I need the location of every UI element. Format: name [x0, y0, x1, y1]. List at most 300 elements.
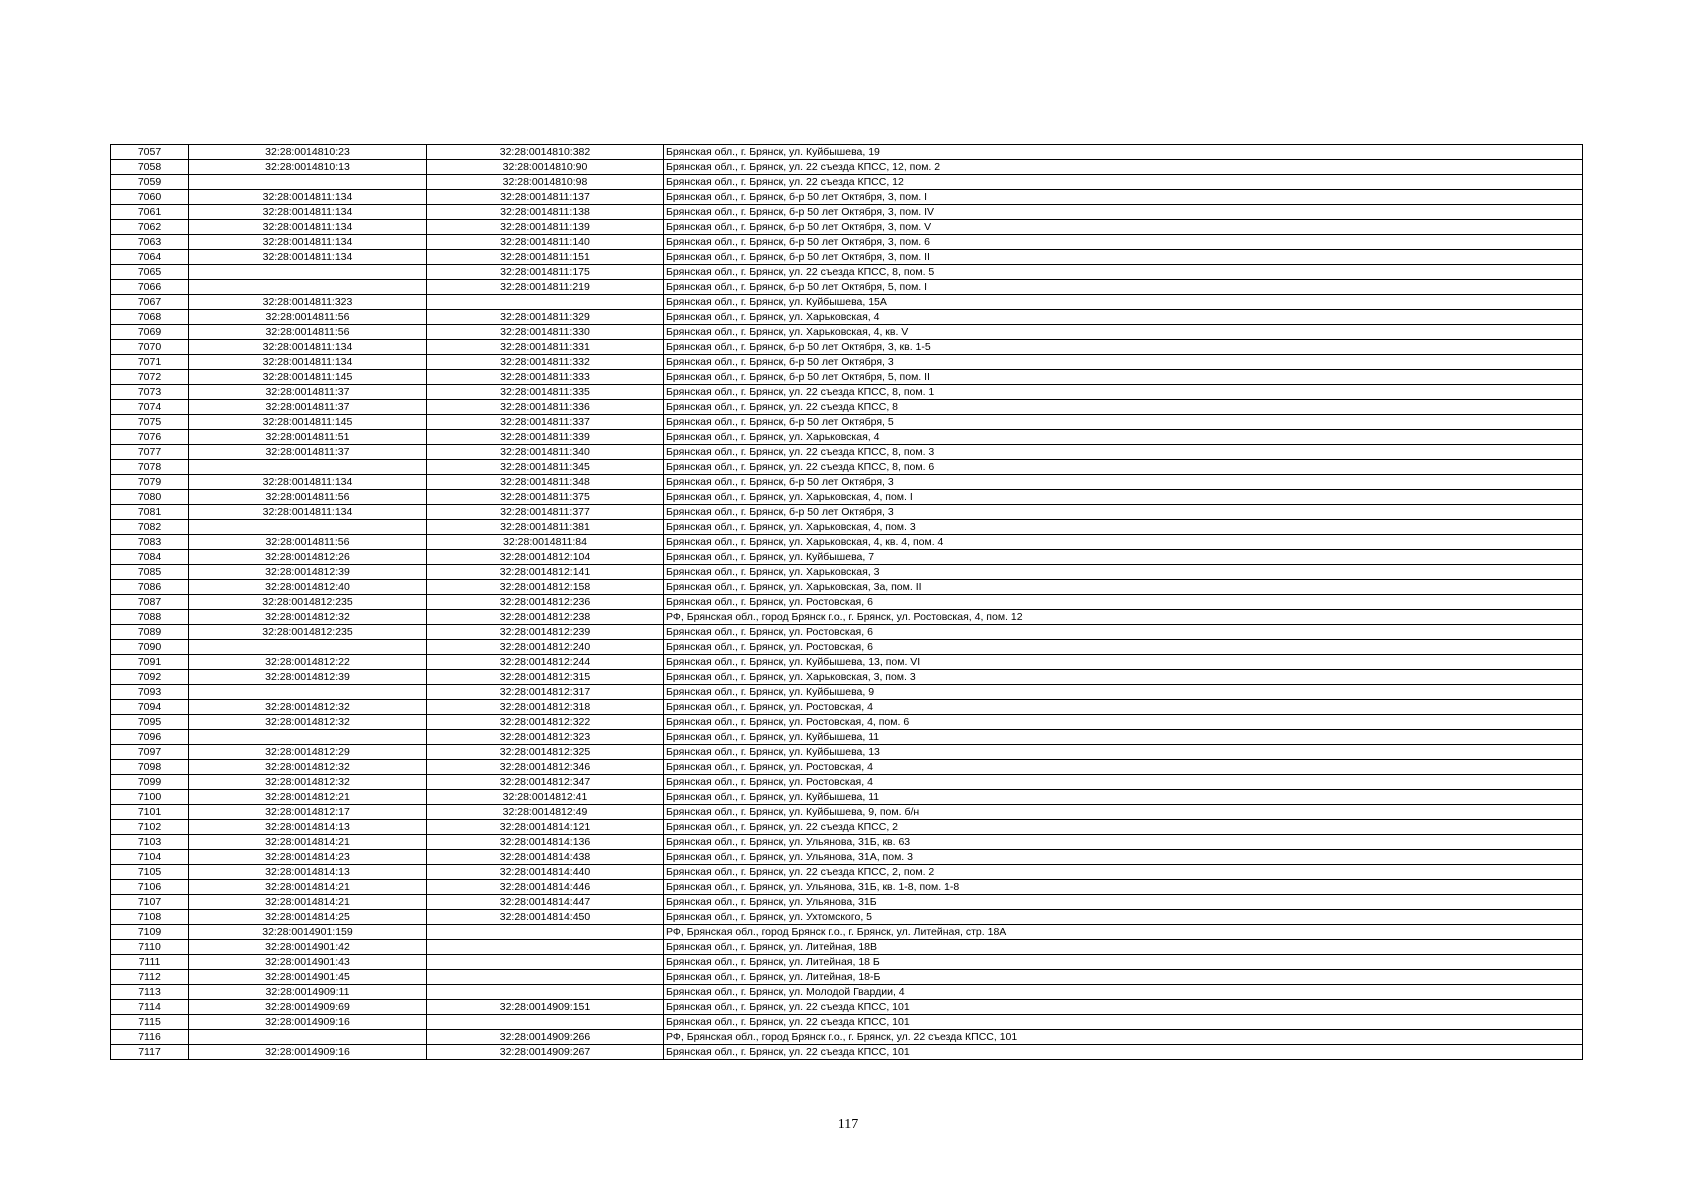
table-row	[111, 1015, 1583, 1030]
land-cadastral-number-cell: 32:28:0014812:39	[189, 670, 427, 685]
row-number-cell: 7093	[111, 685, 189, 700]
row-number-cell: 7090	[111, 640, 189, 655]
address-cell: Брянская обл., г. Брянск, ул. Ростовская, 6	[664, 625, 1583, 640]
land-cadastral-number-cell: 32:28:0014811:56	[189, 310, 427, 325]
land-cadastral-number-cell	[189, 1030, 427, 1045]
address-cell: Брянская обл., г. Брянск, ул. Харьковская, 4, пом. 3	[664, 520, 1583, 535]
land-cadastral-number-cell: 32:28:0014811:134	[189, 250, 427, 265]
table-row	[111, 625, 1583, 640]
table-row	[111, 850, 1583, 865]
row-number-cell: 7070	[111, 340, 189, 355]
land-cadastral-number-cell: 32:28:0014811:134	[189, 205, 427, 220]
building-cadastral-number-cell: 32:28:0014812:347	[427, 775, 664, 790]
table-row	[111, 310, 1583, 325]
land-cadastral-number-cell	[189, 520, 427, 535]
address-cell: Брянская обл., г. Брянск, б-р 50 лет Октября, 3	[664, 505, 1583, 520]
table-row	[111, 550, 1583, 565]
land-cadastral-number-cell: 32:28:0014812:17	[189, 805, 427, 820]
table-row	[111, 775, 1583, 790]
row-number-cell: 7109	[111, 925, 189, 940]
land-cadastral-number-cell: 32:28:0014811:134	[189, 505, 427, 520]
row-number-cell: 7095	[111, 715, 189, 730]
land-cadastral-number-cell: 32:28:0014901:43	[189, 955, 427, 970]
address-cell: Брянская обл., г. Брянск, ул. 22 съезда КПСС, 8, пом. 5	[664, 265, 1583, 280]
table-row	[111, 520, 1583, 535]
table-row	[111, 220, 1583, 235]
table-row	[111, 895, 1583, 910]
land-cadastral-number-cell: 32:28:0014814:13	[189, 865, 427, 880]
address-cell: РФ, Брянская обл., город Брянск г.о., г. Брянск, ул. Ростовская, 4, пом. 12	[664, 610, 1583, 625]
row-number-cell: 7080	[111, 490, 189, 505]
table-row	[111, 805, 1583, 820]
address-cell: Брянская обл., г. Брянск, ул. Харьковская, 3	[664, 565, 1583, 580]
building-cadastral-number-cell: 32:28:0014811:175	[427, 265, 664, 280]
building-cadastral-number-cell: 32:28:0014909:266	[427, 1030, 664, 1045]
row-number-cell: 7108	[111, 910, 189, 925]
building-cadastral-number-cell: 32:28:0014812:317	[427, 685, 664, 700]
address-cell: Брянская обл., г. Брянск, б-р 50 лет Октября, 3, кв. 1-5	[664, 340, 1583, 355]
address-cell: Брянская обл., г. Брянск, ул. Молодой Гвардии, 4	[664, 985, 1583, 1000]
table-row	[111, 985, 1583, 1000]
address-cell: Брянская обл., г. Брянск, ул. Куйбышева, 7	[664, 550, 1583, 565]
land-cadastral-number-cell: 32:28:0014812:29	[189, 745, 427, 760]
address-cell: Брянская обл., г. Брянск, ул. Куйбышева, 19	[664, 145, 1583, 160]
address-cell: Брянская обл., г. Брянск, ул. 22 съезда КПСС, 101	[664, 1045, 1583, 1060]
table-row	[111, 640, 1583, 655]
building-cadastral-number-cell: 32:28:0014811:348	[427, 475, 664, 490]
land-cadastral-number-cell: 32:28:0014814:21	[189, 895, 427, 910]
land-cadastral-number-cell: 32:28:0014812:235	[189, 625, 427, 640]
building-cadastral-number-cell: 32:28:0014811:336	[427, 400, 664, 415]
address-cell: Брянская обл., г. Брянск, ул. Ростовская, 6	[664, 640, 1583, 655]
row-number-cell: 7065	[111, 265, 189, 280]
land-cadastral-number-cell: 32:28:0014811:56	[189, 490, 427, 505]
building-cadastral-number-cell: 32:28:0014811:137	[427, 190, 664, 205]
land-cadastral-number-cell: 32:28:0014814:23	[189, 850, 427, 865]
building-cadastral-number-cell: 32:28:0014811:333	[427, 370, 664, 385]
land-cadastral-number-cell	[189, 730, 427, 745]
table-row	[111, 790, 1583, 805]
building-cadastral-number-cell	[427, 955, 664, 970]
land-cadastral-number-cell	[189, 460, 427, 475]
address-cell: Брянская обл., г. Брянск, ул. 22 съезда КПСС, 12, пом. 2	[664, 160, 1583, 175]
address-cell: Брянская обл., г. Брянск, ул. 22 съезда КПСС, 2, пом. 2	[664, 865, 1583, 880]
row-number-cell: 7101	[111, 805, 189, 820]
building-cadastral-number-cell: 32:28:0014909:267	[427, 1045, 664, 1060]
land-cadastral-number-cell: 32:28:0014811:134	[189, 340, 427, 355]
table-row	[111, 205, 1583, 220]
row-number-cell: 7086	[111, 580, 189, 595]
address-cell: Брянская обл., г. Брянск, б-р 50 лет Октября, 3, пом. IV	[664, 205, 1583, 220]
building-cadastral-number-cell: 32:28:0014811:377	[427, 505, 664, 520]
table-row	[111, 400, 1583, 415]
land-cadastral-number-cell: 32:28:0014812:22	[189, 655, 427, 670]
table-row	[111, 745, 1583, 760]
land-cadastral-number-cell	[189, 280, 427, 295]
table-row	[111, 670, 1583, 685]
table-row	[111, 820, 1583, 835]
address-cell: РФ, Брянская обл., город Брянск г.о., г. Брянск, ул. Литейная, стр. 18А	[664, 925, 1583, 940]
table-row	[111, 595, 1583, 610]
address-cell: Брянская обл., г. Брянск, ул. Куйбышева, 11	[664, 790, 1583, 805]
row-number-cell: 7062	[111, 220, 189, 235]
row-number-cell: 7112	[111, 970, 189, 985]
building-cadastral-number-cell: 32:28:0014814:438	[427, 850, 664, 865]
land-cadastral-number-cell: 32:28:0014901:159	[189, 925, 427, 940]
land-cadastral-number-cell: 32:28:0014814:21	[189, 880, 427, 895]
address-cell: Брянская обл., г. Брянск, ул. 22 съезда КПСС, 101	[664, 1000, 1583, 1015]
land-cadastral-number-cell: 32:28:0014814:25	[189, 910, 427, 925]
address-cell: Брянская обл., г. Брянск, ул. Харьковская, 3а, пом. II	[664, 580, 1583, 595]
row-number-cell: 7117	[111, 1045, 189, 1060]
building-cadastral-number-cell: 32:28:0014812:323	[427, 730, 664, 745]
address-cell: Брянская обл., г. Брянск, б-р 50 лет Октября, 3, пом. II	[664, 250, 1583, 265]
row-number-cell: 7057	[111, 145, 189, 160]
row-number-cell: 7082	[111, 520, 189, 535]
row-number-cell: 7105	[111, 865, 189, 880]
building-cadastral-number-cell: 32:28:0014811:84	[427, 535, 664, 550]
address-cell: Брянская обл., г. Брянск, ул. Ульянова, 31Б, кв. 1-8, пом. 1-8	[664, 880, 1583, 895]
building-cadastral-number-cell: 32:28:0014811:138	[427, 205, 664, 220]
row-number-cell: 7098	[111, 760, 189, 775]
row-number-cell: 7110	[111, 940, 189, 955]
building-cadastral-number-cell: 32:28:0014811:335	[427, 385, 664, 400]
land-cadastral-number-cell: 32:28:0014812:32	[189, 610, 427, 625]
building-cadastral-number-cell: 32:28:0014811:340	[427, 445, 664, 460]
land-cadastral-number-cell: 32:28:0014810:13	[189, 160, 427, 175]
table-row	[111, 970, 1583, 985]
row-number-cell: 7059	[111, 175, 189, 190]
land-cadastral-number-cell: 32:28:0014812:40	[189, 580, 427, 595]
row-number-cell: 7079	[111, 475, 189, 490]
land-cadastral-number-cell: 32:28:0014909:69	[189, 1000, 427, 1015]
land-cadastral-number-cell: 32:28:0014811:37	[189, 385, 427, 400]
table-row	[111, 445, 1583, 460]
building-cadastral-number-cell	[427, 295, 664, 310]
land-cadastral-number-cell: 32:28:0014811:134	[189, 355, 427, 370]
row-number-cell: 7069	[111, 325, 189, 340]
building-cadastral-number-cell: 32:28:0014812:318	[427, 700, 664, 715]
address-cell: Брянская обл., г. Брянск, ул. 22 съезда КПСС, 101	[664, 1015, 1583, 1030]
row-number-cell: 7099	[111, 775, 189, 790]
land-cadastral-number-cell: 32:28:0014812:21	[189, 790, 427, 805]
building-cadastral-number-cell: 32:28:0014811:337	[427, 415, 664, 430]
land-cadastral-number-cell: 32:28:0014901:42	[189, 940, 427, 955]
page-number: 117	[837, 1117, 859, 1132]
table-row	[111, 265, 1583, 280]
building-cadastral-number-cell: 32:28:0014811:381	[427, 520, 664, 535]
row-number-cell: 7088	[111, 610, 189, 625]
registry-table	[110, 144, 1583, 1060]
land-cadastral-number-cell	[189, 265, 427, 280]
row-number-cell: 7073	[111, 385, 189, 400]
address-cell: Брянская обл., г. Брянск, ул. Ростовская, 4	[664, 700, 1583, 715]
address-cell: Брянская обл., г. Брянск, ул. Ухтомского, 5	[664, 910, 1583, 925]
table-row	[111, 295, 1583, 310]
building-cadastral-number-cell: 32:28:0014814:121	[427, 820, 664, 835]
building-cadastral-number-cell: 32:28:0014811:219	[427, 280, 664, 295]
building-cadastral-number-cell: 32:28:0014812:104	[427, 550, 664, 565]
table-row	[111, 580, 1583, 595]
row-number-cell: 7075	[111, 415, 189, 430]
address-cell: Брянская обл., г. Брянск, ул. Куйбышева, 13, пом. VI	[664, 655, 1583, 670]
land-cadastral-number-cell: 32:28:0014811:134	[189, 220, 427, 235]
address-cell: Брянская обл., г. Брянск, б-р 50 лет Октября, 5	[664, 415, 1583, 430]
address-cell: Брянская обл., г. Брянск, ул. Ростовская, 4, пом. 6	[664, 715, 1583, 730]
row-number-cell: 7077	[111, 445, 189, 460]
table-row	[111, 235, 1583, 250]
address-cell: Брянская обл., г. Брянск, ул. Куйбышева, 11	[664, 730, 1583, 745]
row-number-cell: 7087	[111, 595, 189, 610]
table-row	[111, 865, 1583, 880]
building-cadastral-number-cell: 32:28:0014810:98	[427, 175, 664, 190]
table-row	[111, 760, 1583, 775]
table-row	[111, 715, 1583, 730]
land-cadastral-number-cell: 32:28:0014909:16	[189, 1045, 427, 1060]
building-cadastral-number-cell	[427, 985, 664, 1000]
row-number-cell: 7092	[111, 670, 189, 685]
table-row	[111, 655, 1583, 670]
table-row	[111, 385, 1583, 400]
land-cadastral-number-cell: 32:28:0014811:51	[189, 430, 427, 445]
registry-table-body	[111, 145, 1583, 1060]
building-cadastral-number-cell: 32:28:0014812:41	[427, 790, 664, 805]
building-cadastral-number-cell: 32:28:0014812:141	[427, 565, 664, 580]
table-row	[111, 325, 1583, 340]
table-row	[111, 190, 1583, 205]
row-number-cell: 7078	[111, 460, 189, 475]
address-cell: Брянская обл., г. Брянск, ул. Куйбышева, 9	[664, 685, 1583, 700]
row-number-cell: 7061	[111, 205, 189, 220]
address-cell: Брянская обл., г. Брянск, ул. Харьковская, 4, кв. 4, пом. 4	[664, 535, 1583, 550]
building-cadastral-number-cell: 32:28:0014811:330	[427, 325, 664, 340]
table-row	[111, 415, 1583, 430]
address-cell: Брянская обл., г. Брянск, ул. Литейная, 18В	[664, 940, 1583, 955]
row-number-cell: 7063	[111, 235, 189, 250]
row-number-cell: 7067	[111, 295, 189, 310]
building-cadastral-number-cell: 32:28:0014812:346	[427, 760, 664, 775]
table-row	[111, 505, 1583, 520]
building-cadastral-number-cell: 32:28:0014812:236	[427, 595, 664, 610]
row-number-cell: 7113	[111, 985, 189, 1000]
land-cadastral-number-cell: 32:28:0014811:37	[189, 400, 427, 415]
building-cadastral-number-cell: 32:28:0014812:239	[427, 625, 664, 640]
row-number-cell: 7064	[111, 250, 189, 265]
address-cell: Брянская обл., г. Брянск, ул. 22 съезда КПСС, 8, пом. 1	[664, 385, 1583, 400]
land-cadastral-number-cell: 32:28:0014811:56	[189, 325, 427, 340]
row-number-cell: 7097	[111, 745, 189, 760]
table-row	[111, 1045, 1583, 1060]
land-cadastral-number-cell: 32:28:0014812:32	[189, 775, 427, 790]
address-cell: Брянская обл., г. Брянск, ул. 22 съезда КПСС, 8, пом. 3	[664, 445, 1583, 460]
table-row	[111, 685, 1583, 700]
address-cell: Брянская обл., г. Брянск, ул. Харьковская, 4	[664, 430, 1583, 445]
row-number-cell: 7094	[111, 700, 189, 715]
building-cadastral-number-cell: 32:28:0014812:325	[427, 745, 664, 760]
row-number-cell: 7060	[111, 190, 189, 205]
address-cell: Брянская обл., г. Брянск, б-р 50 лет Октября, 3, пом. 6	[664, 235, 1583, 250]
land-cadastral-number-cell: 32:28:0014811:145	[189, 370, 427, 385]
table-row	[111, 160, 1583, 175]
building-cadastral-number-cell: 32:28:0014814:440	[427, 865, 664, 880]
land-cadastral-number-cell: 32:28:0014811:145	[189, 415, 427, 430]
table-row	[111, 430, 1583, 445]
address-cell: Брянская обл., г. Брянск, б-р 50 лет Октября, 3	[664, 475, 1583, 490]
table-row	[111, 280, 1583, 295]
building-cadastral-number-cell: 32:28:0014814:447	[427, 895, 664, 910]
address-cell: Брянская обл., г. Брянск, ул. Харьковская, 3, пом. 3	[664, 670, 1583, 685]
table-row	[111, 835, 1583, 850]
land-cadastral-number-cell: 32:28:0014811:37	[189, 445, 427, 460]
table-row	[111, 175, 1583, 190]
table-row	[111, 730, 1583, 745]
table-row	[111, 145, 1583, 160]
land-cadastral-number-cell	[189, 175, 427, 190]
building-cadastral-number-cell: 32:28:0014810:90	[427, 160, 664, 175]
row-number-cell: 7085	[111, 565, 189, 580]
table-row	[111, 370, 1583, 385]
address-cell: Брянская обл., г. Брянск, ул. Харьковская, 4	[664, 310, 1583, 325]
land-cadastral-number-cell: 32:28:0014812:32	[189, 760, 427, 775]
address-cell: Брянская обл., г. Брянск, б-р 50 лет Октября, 3, пом. I	[664, 190, 1583, 205]
land-cadastral-number-cell: 32:28:0014812:39	[189, 565, 427, 580]
building-cadastral-number-cell: 32:28:0014811:151	[427, 250, 664, 265]
row-number-cell: 7081	[111, 505, 189, 520]
land-cadastral-number-cell: 32:28:0014812:235	[189, 595, 427, 610]
building-cadastral-number-cell: 32:28:0014811:329	[427, 310, 664, 325]
table-row	[111, 355, 1583, 370]
address-cell: Брянская обл., г. Брянск, ул. Литейная, 18 Б	[664, 955, 1583, 970]
table-row	[111, 610, 1583, 625]
row-number-cell: 7104	[111, 850, 189, 865]
address-cell: Брянская обл., г. Брянск, ул. 22 съезда КПСС, 8, пом. 6	[664, 460, 1583, 475]
land-cadastral-number-cell: 32:28:0014814:21	[189, 835, 427, 850]
table-row	[111, 700, 1583, 715]
table-row	[111, 940, 1583, 955]
row-number-cell: 7089	[111, 625, 189, 640]
land-cadastral-number-cell: 32:28:0014811:56	[189, 535, 427, 550]
building-cadastral-number-cell: 32:28:0014810:382	[427, 145, 664, 160]
table-row	[111, 880, 1583, 895]
land-cadastral-number-cell: 32:28:0014901:45	[189, 970, 427, 985]
row-number-cell: 7071	[111, 355, 189, 370]
building-cadastral-number-cell: 32:28:0014812:322	[427, 715, 664, 730]
building-cadastral-number-cell: 32:28:0014909:151	[427, 1000, 664, 1015]
address-cell: Брянская обл., г. Брянск, ул. Ростовская, 4	[664, 775, 1583, 790]
land-cadastral-number-cell: 32:28:0014812:26	[189, 550, 427, 565]
row-number-cell: 7107	[111, 895, 189, 910]
building-cadastral-number-cell: 32:28:0014812:49	[427, 805, 664, 820]
building-cadastral-number-cell: 32:28:0014811:140	[427, 235, 664, 250]
building-cadastral-number-cell: 32:28:0014811:339	[427, 430, 664, 445]
table-row	[111, 490, 1583, 505]
building-cadastral-number-cell	[427, 940, 664, 955]
row-number-cell: 7102	[111, 820, 189, 835]
row-number-cell: 7111	[111, 955, 189, 970]
table-row	[111, 565, 1583, 580]
address-cell: Брянская обл., г. Брянск, ул. 22 съезда КПСС, 8	[664, 400, 1583, 415]
table-row	[111, 1030, 1583, 1045]
address-cell: Брянская обл., г. Брянск, ул. Куйбышева, 9, пом. б/н	[664, 805, 1583, 820]
table-row	[111, 910, 1583, 925]
address-cell: Брянская обл., г. Брянск, б-р 50 лет Октября, 5, пом. I	[664, 280, 1583, 295]
building-cadastral-number-cell: 32:28:0014811:331	[427, 340, 664, 355]
address-cell: Брянская обл., г. Брянск, ул. Ульянова, 31Б	[664, 895, 1583, 910]
row-number-cell: 7068	[111, 310, 189, 325]
address-cell: Брянская обл., г. Брянск, ул. Литейная, 18-Б	[664, 970, 1583, 985]
table-row	[111, 460, 1583, 475]
address-cell: Брянская обл., г. Брянск, ул. Ростовская, 6	[664, 595, 1583, 610]
building-cadastral-number-cell: 32:28:0014811:345	[427, 460, 664, 475]
address-cell: Брянская обл., г. Брянск, ул. 22 съезда КПСС, 2	[664, 820, 1583, 835]
building-cadastral-number-cell: 32:28:0014811:332	[427, 355, 664, 370]
land-cadastral-number-cell: 32:28:0014811:134	[189, 190, 427, 205]
row-number-cell: 7100	[111, 790, 189, 805]
land-cadastral-number-cell: 32:28:0014812:32	[189, 715, 427, 730]
row-number-cell: 7106	[111, 880, 189, 895]
table-row	[111, 340, 1583, 355]
row-number-cell: 7115	[111, 1015, 189, 1030]
address-cell: Брянская обл., г. Брянск, ул. Куйбышева, 13	[664, 745, 1583, 760]
table-row	[111, 955, 1583, 970]
building-cadastral-number-cell: 32:28:0014812:244	[427, 655, 664, 670]
table-row	[111, 475, 1583, 490]
land-cadastral-number-cell: 32:28:0014814:13	[189, 820, 427, 835]
address-cell: РФ, Брянская обл., город Брянск г.о., г. Брянск, ул. 22 съезда КПСС, 101	[664, 1030, 1583, 1045]
table-row	[111, 1000, 1583, 1015]
building-cadastral-number-cell: 32:28:0014814:450	[427, 910, 664, 925]
address-cell: Брянская обл., г. Брянск, б-р 50 лет Октября, 5, пом. II	[664, 370, 1583, 385]
land-cadastral-number-cell	[189, 640, 427, 655]
land-cadastral-number-cell: 32:28:0014811:134	[189, 235, 427, 250]
land-cadastral-number-cell: 32:28:0014811:134	[189, 475, 427, 490]
row-number-cell: 7114	[111, 1000, 189, 1015]
table-row	[111, 250, 1583, 265]
address-cell: Брянская обл., г. Брянск, ул. Харьковская, 4, пом. I	[664, 490, 1583, 505]
row-number-cell: 7066	[111, 280, 189, 295]
address-cell: Брянская обл., г. Брянск, ул. 22 съезда КПСС, 12	[664, 175, 1583, 190]
building-cadastral-number-cell: 32:28:0014812:158	[427, 580, 664, 595]
building-cadastral-number-cell	[427, 1015, 664, 1030]
land-cadastral-number-cell: 32:28:0014812:32	[189, 700, 427, 715]
land-cadastral-number-cell: 32:28:0014909:11	[189, 985, 427, 1000]
address-cell: Брянская обл., г. Брянск, ул. Куйбышева, 15А	[664, 295, 1583, 310]
building-cadastral-number-cell	[427, 970, 664, 985]
building-cadastral-number-cell: 32:28:0014812:240	[427, 640, 664, 655]
row-number-cell: 7103	[111, 835, 189, 850]
row-number-cell: 7096	[111, 730, 189, 745]
address-cell: Брянская обл., г. Брянск, б-р 50 лет Октября, 3, пом. V	[664, 220, 1583, 235]
building-cadastral-number-cell	[427, 925, 664, 940]
table-row	[111, 925, 1583, 940]
building-cadastral-number-cell: 32:28:0014811:375	[427, 490, 664, 505]
address-cell: Брянская обл., г. Брянск, ул. Ульянова, 31А, пом. 3	[664, 850, 1583, 865]
row-number-cell: 7072	[111, 370, 189, 385]
row-number-cell: 7074	[111, 400, 189, 415]
row-number-cell: 7083	[111, 535, 189, 550]
building-cadastral-number-cell: 32:28:0014811:139	[427, 220, 664, 235]
building-cadastral-number-cell: 32:28:0014812:315	[427, 670, 664, 685]
address-cell: Брянская обл., г. Брянск, ул. Ростовская, 4	[664, 760, 1583, 775]
land-cadastral-number-cell: 32:28:0014909:16	[189, 1015, 427, 1030]
row-number-cell: 7058	[111, 160, 189, 175]
row-number-cell: 7084	[111, 550, 189, 565]
building-cadastral-number-cell: 32:28:0014814:446	[427, 880, 664, 895]
row-number-cell: 7091	[111, 655, 189, 670]
table-row	[111, 535, 1583, 550]
row-number-cell: 7116	[111, 1030, 189, 1045]
row-number-cell: 7076	[111, 430, 189, 445]
